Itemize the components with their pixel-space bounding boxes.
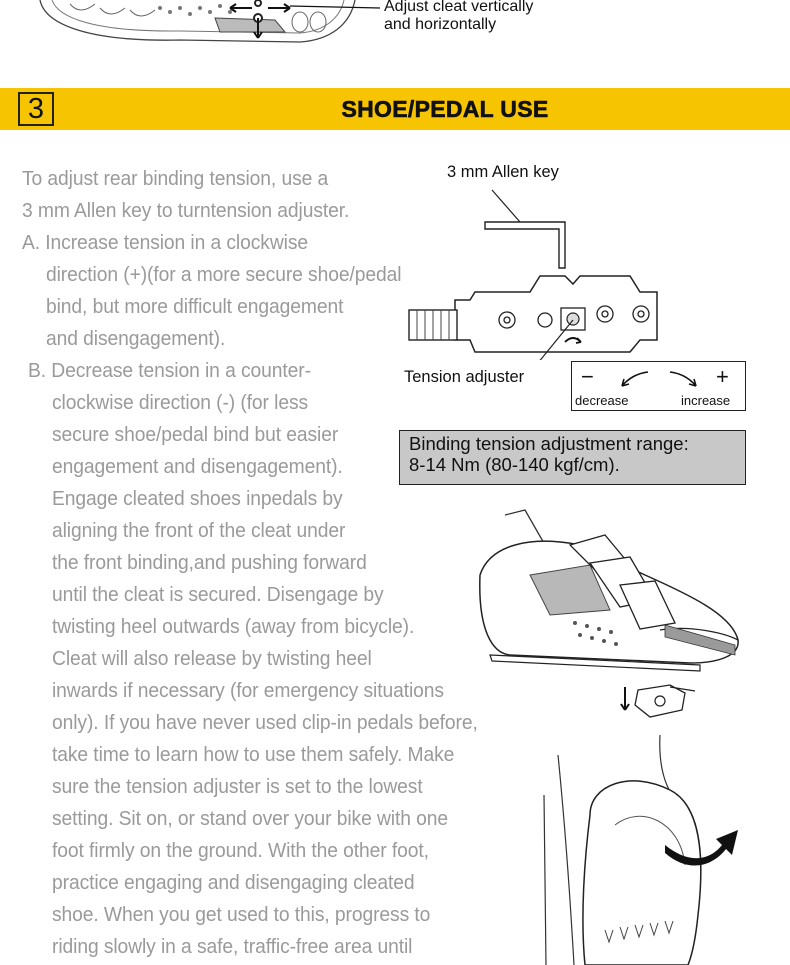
body-line: inwards if necessary (for emergency situations	[52, 679, 444, 702]
section-title	[0, 90, 790, 128]
tension-range-box	[399, 430, 746, 485]
tension-adjuster-label: Tension adjuster	[404, 368, 525, 386]
increase-label: increase	[681, 393, 731, 408]
body-line: To adjust rear binding tension, use a	[22, 167, 329, 190]
body-line: engagement and disengagement).	[52, 455, 343, 478]
tension-range-line1: Binding tension adjustment range:	[409, 433, 689, 454]
body-line: Engage cleated shoes inpedals by	[52, 487, 343, 510]
body-line: only). If you have never used clip-in pedals before,	[52, 711, 478, 734]
body-line: B. Decrease tension in a counter-	[28, 359, 311, 382]
body-line: twisting heel outwards (away from bicycle).	[52, 615, 415, 638]
pedal-diagram	[395, 180, 790, 360]
body-line: foot firmly on the ground. With the other foot,	[52, 839, 429, 862]
decrease-label: decrease	[575, 393, 629, 408]
shoe-pedal-engage-illustration	[470, 505, 770, 735]
body-line: until the cleat is secured. Disengage by	[52, 583, 384, 606]
direction-arrows	[610, 368, 710, 392]
cleat-adjust-caption-line2: and horizontally	[384, 16, 497, 33]
body-line: the front binding,and pushing forward	[52, 551, 367, 574]
body-line: bind, but more difficult engagement	[46, 295, 344, 318]
body-line: direction (+)(for a more secure shoe/pedal	[46, 263, 402, 286]
body-line: sure the tension adjuster is set to the lowest	[52, 775, 423, 798]
body-line: secure shoe/pedal bind but easier	[52, 423, 339, 446]
body-line: clockwise direction (-) (for less	[52, 391, 309, 414]
cleat-adjust-caption-line1: Adjust cleat vertically	[384, 0, 534, 15]
body-line: riding slowly in a safe, traffic-free area until	[52, 935, 413, 958]
plus-symbol: +	[716, 364, 729, 389]
body-line: shoe. When you get used to this, progress to	[52, 903, 431, 926]
tension-range-line2: 8-14 Nm (80-140 kgf/cm).	[409, 454, 620, 475]
body-line: 3 mm Allen key to turntension adjuster.	[22, 199, 350, 222]
allen-key-label: 3 mm Allen key	[447, 163, 559, 181]
body-line: Cleat will also release by twisting heel	[52, 647, 372, 670]
body-line: A. Increase tension in a clockwise	[22, 231, 309, 254]
section-number: 3	[18, 92, 54, 126]
body-line: setting. Sit on, or stand over your bike with one	[52, 807, 449, 830]
minus-symbol: −	[581, 364, 594, 389]
body-line: practice engaging and disengaging cleated	[52, 871, 415, 894]
section-title-text: SHOE/PEDAL USE	[341, 96, 549, 122]
heel-twist-illustration	[530, 735, 790, 965]
body-line: aligning the front of the cleat under	[52, 519, 346, 542]
body-line: and disengagement).	[46, 327, 226, 350]
body-line: take time to learn how to use them safely. Make	[52, 743, 455, 766]
cleat-adjust-caption	[384, 0, 533, 34]
